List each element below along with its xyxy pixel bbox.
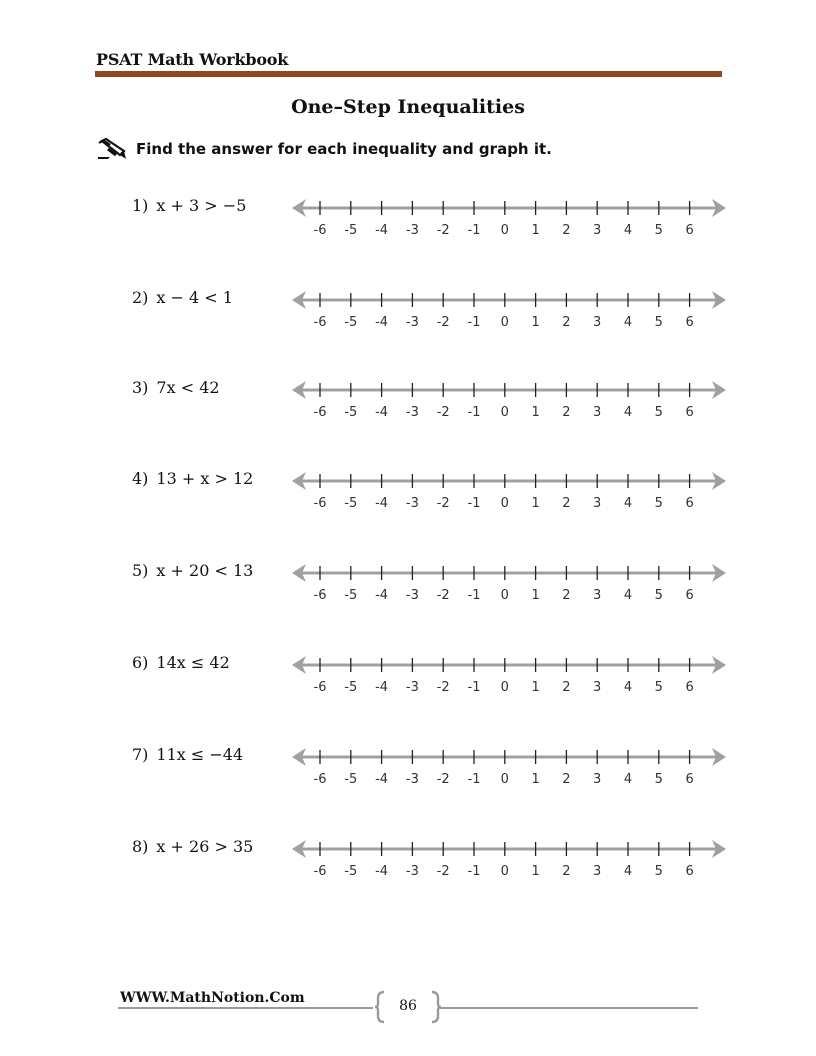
tick-label: 3 — [593, 315, 602, 330]
tick-label: 5 — [654, 405, 663, 420]
tick-label: -1 — [467, 588, 481, 603]
footer-line-right — [440, 1007, 698, 1009]
problem-5 — [0, 559, 816, 619]
tick-label: 5 — [654, 680, 663, 695]
problem-1 — [0, 194, 816, 254]
tick-label: -5 — [344, 223, 358, 238]
tick-label: 2 — [562, 680, 571, 695]
inequality-expression: 7x < 42 — [156, 378, 220, 397]
tick-label: 5 — [654, 496, 663, 511]
tick-label: 4 — [623, 864, 633, 879]
tick-label: -1 — [467, 680, 481, 695]
tick-label: -4 — [375, 864, 389, 879]
tick-label: -5 — [344, 496, 358, 511]
problem-number: 2) — [132, 288, 149, 307]
tick-label: -5 — [344, 405, 358, 420]
page-number: 86 — [399, 998, 417, 1014]
tick-label: -6 — [313, 496, 327, 511]
tick-label: 3 — [593, 772, 602, 787]
footer-line-left — [118, 1007, 373, 1009]
problem-2 — [0, 286, 816, 346]
tick-label: 3 — [593, 680, 602, 695]
tick-label: 0 — [500, 680, 509, 695]
tick-label: -1 — [467, 315, 481, 330]
tick-label: 4 — [623, 405, 633, 420]
inequality-expression: x + 3 > −5 — [156, 196, 247, 215]
tick-label: 6 — [685, 588, 694, 603]
tick-label: -5 — [344, 864, 358, 879]
tick-label: 2 — [562, 864, 571, 879]
tick-label: 5 — [654, 223, 663, 238]
tick-label: -3 — [405, 680, 419, 695]
tick-label: -4 — [375, 315, 389, 330]
tick-label: 1 — [531, 223, 540, 238]
tick-label: 1 — [531, 864, 540, 879]
problem-number: 4) — [132, 469, 149, 488]
tick-label: 1 — [531, 680, 540, 695]
tick-label: 4 — [623, 496, 633, 511]
tick-label: 0 — [500, 496, 509, 511]
problem-label — [132, 196, 246, 215]
problem-number: 6) — [132, 653, 149, 672]
tick-label: 6 — [685, 315, 694, 330]
problem-label — [132, 745, 243, 764]
problem-number: 5) — [132, 561, 149, 580]
tick-label: -4 — [375, 680, 389, 695]
tick-label: 3 — [593, 496, 602, 511]
problem-label — [132, 288, 233, 307]
number-line[interactable] — [290, 376, 730, 426]
header-divider — [95, 71, 722, 77]
tick-label: -6 — [313, 405, 327, 420]
tick-label: -1 — [467, 223, 481, 238]
problem-label — [132, 469, 253, 488]
problem-6 — [0, 651, 816, 711]
problem-label — [132, 653, 230, 672]
inequality-expression: x + 20 < 13 — [156, 561, 254, 580]
tick-label: -2 — [436, 315, 450, 330]
tick-label: -4 — [375, 772, 389, 787]
tick-label: -5 — [344, 588, 358, 603]
tick-label: 3 — [593, 405, 602, 420]
tick-label: 2 — [562, 315, 571, 330]
instruction-text: Find the answer for each inequality and graph it. — [136, 140, 552, 158]
tick-label: 0 — [500, 405, 509, 420]
tick-label: -6 — [313, 680, 327, 695]
tick-label: -1 — [467, 405, 481, 420]
tick-label: 1 — [531, 772, 540, 787]
inequality-expression: 11x ≤ −44 — [156, 745, 244, 764]
tick-label: -5 — [344, 772, 358, 787]
tick-label: 0 — [500, 864, 509, 879]
problem-number: 1) — [132, 196, 149, 215]
tick-label: -6 — [313, 223, 327, 238]
tick-label: -3 — [405, 496, 419, 511]
footer-website: WWW.MathNotion.Com — [120, 990, 305, 1006]
tick-label: 0 — [500, 223, 509, 238]
tick-label: 2 — [562, 405, 571, 420]
problem-label — [132, 378, 220, 397]
tick-label: 0 — [500, 315, 509, 330]
tick-label: -2 — [436, 864, 450, 879]
inequality-expression: x − 4 < 1 — [156, 288, 233, 307]
inequality-expression: 14x ≤ 42 — [156, 653, 230, 672]
number-line[interactable] — [290, 559, 730, 609]
number-line[interactable] — [290, 467, 730, 517]
tick-label: 4 — [623, 772, 633, 787]
tick-label: -2 — [436, 772, 450, 787]
tick-label: -4 — [375, 496, 389, 511]
tick-label: 5 — [654, 588, 663, 603]
problem-7 — [0, 743, 816, 803]
tick-label: 5 — [654, 772, 663, 787]
problem-number: 8) — [132, 837, 149, 856]
tick-label: 5 — [654, 864, 663, 879]
tick-label: 6 — [685, 772, 694, 787]
tick-label: -5 — [344, 315, 358, 330]
inequality-expression: x + 26 > 35 — [156, 837, 254, 856]
tick-label: -4 — [375, 588, 389, 603]
tick-label: 0 — [500, 772, 509, 787]
tick-label: 5 — [654, 315, 663, 330]
tick-label: 3 — [593, 223, 602, 238]
problem-label — [132, 837, 253, 856]
tick-label: 6 — [685, 223, 694, 238]
number-line[interactable] — [290, 651, 730, 701]
tick-label: 4 — [623, 223, 633, 238]
tick-label: 4 — [623, 315, 633, 330]
tick-label: 2 — [562, 496, 571, 511]
problem-4 — [0, 467, 816, 527]
tick-label: -6 — [313, 588, 327, 603]
pencil-writing-icon — [96, 137, 128, 161]
tick-label: -3 — [405, 772, 419, 787]
inequality-expression: 13 + x > 12 — [156, 469, 254, 488]
tick-label: 1 — [531, 405, 540, 420]
tick-label: 1 — [531, 315, 540, 330]
tick-label: 2 — [562, 223, 571, 238]
tick-label: 6 — [685, 864, 694, 879]
number-line[interactable] — [290, 743, 730, 793]
tick-label: -1 — [467, 864, 481, 879]
footer-left-brace — [374, 990, 386, 1024]
tick-label: 6 — [685, 405, 694, 420]
tick-label: -2 — [436, 405, 450, 420]
number-line[interactable] — [290, 194, 730, 244]
number-line[interactable] — [290, 286, 730, 336]
tick-label: -4 — [375, 223, 389, 238]
tick-label: 2 — [562, 588, 571, 603]
tick-label: -1 — [467, 496, 481, 511]
tick-label: -6 — [313, 772, 327, 787]
tick-label: -3 — [405, 588, 419, 603]
tick-label: -2 — [436, 496, 450, 511]
tick-label: -3 — [405, 864, 419, 879]
tick-label: 2 — [562, 772, 571, 787]
tick-label: -5 — [344, 680, 358, 695]
tick-label: -4 — [375, 405, 389, 420]
problem-number: 7) — [132, 745, 149, 764]
number-line[interactable] — [290, 835, 730, 885]
tick-label: 6 — [685, 496, 694, 511]
tick-label: -3 — [405, 315, 419, 330]
tick-label: 3 — [593, 588, 602, 603]
problem-8 — [0, 835, 816, 895]
tick-label: -3 — [405, 405, 419, 420]
problem-3 — [0, 376, 816, 436]
instruction — [96, 136, 552, 162]
problem-label — [132, 561, 253, 580]
tick-label: -6 — [313, 315, 327, 330]
tick-label: 3 — [593, 864, 602, 879]
tick-label: -2 — [436, 680, 450, 695]
workbook-title: PSAT Math Workbook — [96, 50, 289, 69]
tick-label: -1 — [467, 772, 481, 787]
problem-number: 3) — [132, 378, 149, 397]
tick-label: 0 — [500, 588, 509, 603]
tick-label: 6 — [685, 680, 694, 695]
tick-label: -6 — [313, 864, 327, 879]
tick-label: 1 — [531, 588, 540, 603]
tick-label: 4 — [623, 588, 633, 603]
tick-label: 4 — [623, 680, 633, 695]
page-title: One–Step Inequalities — [291, 96, 525, 118]
tick-label: -3 — [405, 223, 419, 238]
tick-label: -2 — [436, 588, 450, 603]
tick-label: -2 — [436, 223, 450, 238]
tick-label: 1 — [531, 496, 540, 511]
